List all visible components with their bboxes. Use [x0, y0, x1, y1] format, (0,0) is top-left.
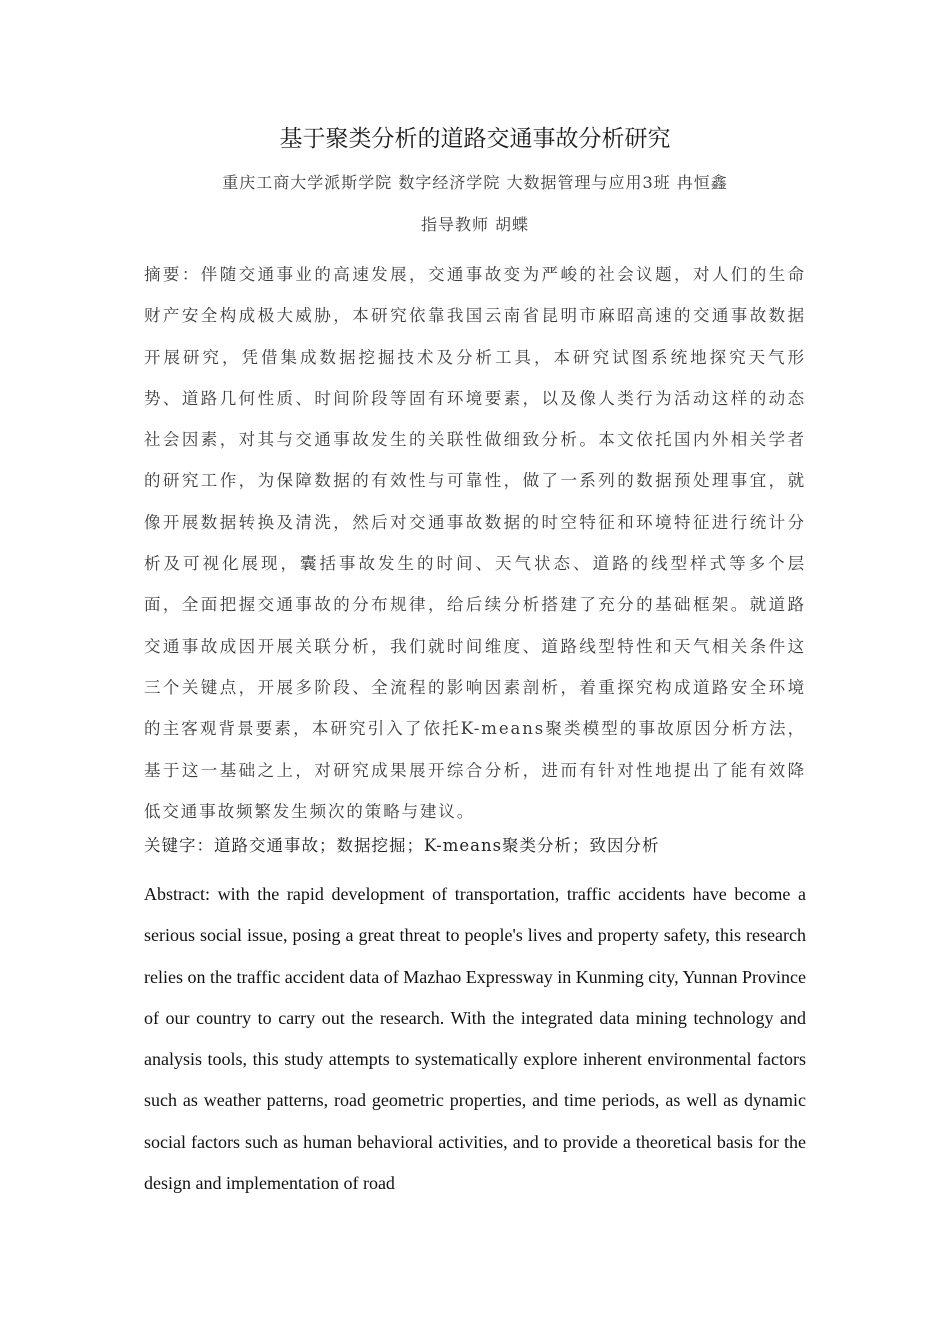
english-abstract: Abstract: with the rapid development of transportation, traffic accidents have become a serious social issue, posing a great threat to people's lives and property safety, this research relies on the traffic accident data of Mazhao Expressway in Kunming city, Yunnan Province of our country to carry out the research. With the integrated data mining technology and analysis tools, this study attempts to systematically explore inherent environmental factors such as weather patterns, road geometric properties, and time periods, as well as dynamic social factors such as human behavioral activities, and to provide a theoretical basis for the design and implementation of road [144, 884, 806, 1194]
chinese-abstract: 摘要：伴随交通事业的高速发展，交通事故变为严峻的社会议题，对人们的生命财产安全构成极大威胁，本研究依靠我国云南省昆明市麻昭高速的交通事故数据开展研究，凭借集成数据挖掘技术及分析工具，本研究试图系统地探究天气形势、道路几何性质、时间阶段等固有环境要素，以及像人类行为活动这样的动态社会因素，对其与交通事故发生的关联性做细致分析。本文依托国内外相关学者的研究工作，为保障数据的有效性与可靠性，做了一系列的数据预处理事宜，就像开展数据转换及清洗，然后对交通事故数据的时空特征和环境特征进行统计分析及可视化展现，囊括事故发生的时间、天气状态、道路的线型样式等多个层面，全面把握交通事故的分布规律，给后续分析搭建了充分的基础框架。就道路交通事故成因开展关联分析，我们就时间维度、道路线型特性和天气相关条件这三个关键点，开展多阶段、全流程的影响因素剖析，着重探究构成道路安全环境的主客观背景要素，本研究引入了依托K-means聚类模型的事故原因分析方法，基于这一基础之上，对研究成果展开综合分析，进而有针对性地提出了能有效降低交通事故频繁发生频次的策略与建议。 [144, 265, 806, 821]
advisor-line: 指导教师 胡蝶 [420, 215, 530, 234]
paper-title: 基于聚类分析的道路交通事故分析研究 [279, 126, 671, 152]
author-affiliation: 重庆工商大学派斯学院 数字经济学院 大数据管理与应用3班 冉恒鑫 [222, 173, 728, 192]
keywords-line: 关键字：道路交通事故；数据挖掘；K-means聚类分析；致因分析 [144, 836, 660, 855]
